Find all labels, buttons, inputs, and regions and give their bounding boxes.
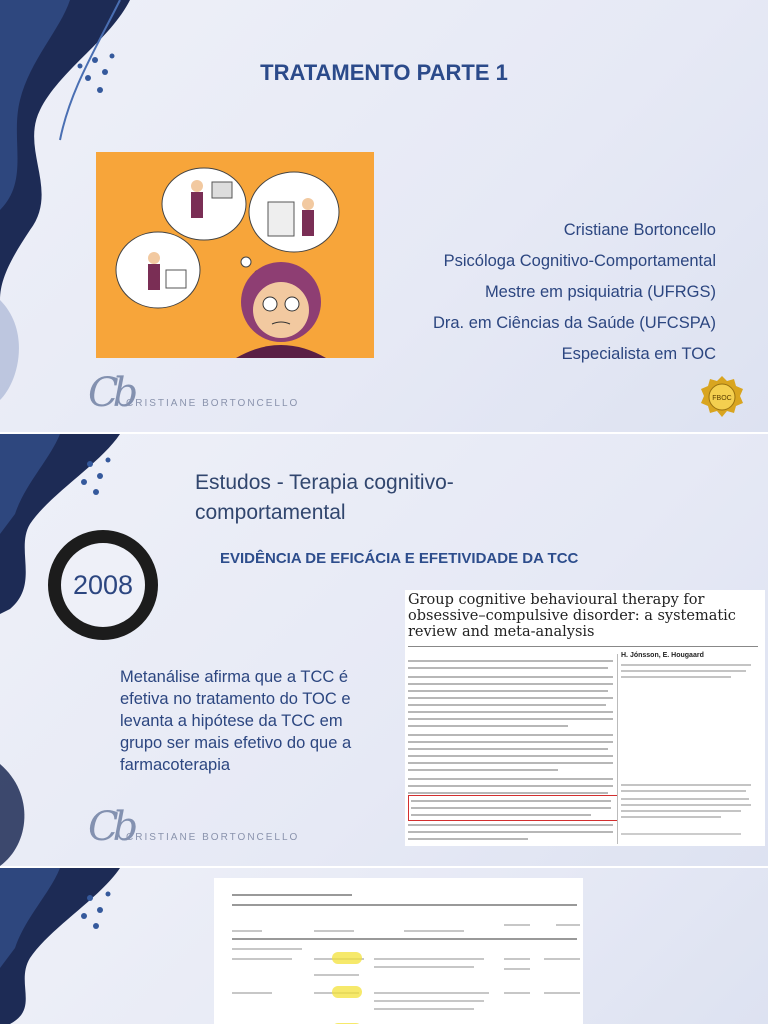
logo-name: CRISTIANE BORTONCELLO — [126, 832, 300, 843]
decorative-pattern — [0, 434, 150, 866]
author-name: Cristiane Bortoncello — [563, 221, 716, 239]
year-badge — [48, 530, 158, 640]
author-credentials — [433, 215, 716, 370]
fboc-seal-icon — [700, 375, 744, 419]
paper-title: Group cognitive behavioural therapy for obsessive–compulsive disorder: a systematic review and meta-analysis — [408, 592, 736, 640]
slide-title: TRATAMENTO PARTE 1 — [260, 60, 508, 85]
paper-authors: H. Jónsson, E. Hougaard — [621, 652, 704, 659]
credential-line: Psicóloga Cognitivo-Comportamental — [443, 252, 716, 270]
highlighted-result — [408, 795, 618, 821]
brand-logo — [88, 370, 300, 420]
decorative-pattern — [0, 868, 150, 1024]
slide-body-text: Metanálise afirma que a TCC é efetiva no tratamento do TOC e levanta a hipótese da TCC em grupo ser mais efetivo do que a farmacoterapia — [120, 668, 352, 774]
paper-excerpt-image — [405, 590, 765, 846]
credential-line: Mestre em psiquiatria (UFRGS) — [484, 283, 716, 301]
logo-name: CRISTIANE BORTONCELLO — [126, 398, 300, 409]
year-label: 2008 — [72, 569, 134, 600]
seal-text: FBOC — [712, 395, 732, 402]
logo-monogram: Cb — [88, 804, 133, 850]
logo-monogram: Cb — [88, 370, 133, 416]
slide-2 — [0, 434, 768, 866]
ocd-cartoon-illustration — [96, 152, 374, 358]
slide-1 — [0, 0, 768, 432]
slide-title: Estudos - Terapia cognitivo-comportamental — [195, 471, 454, 524]
brand-logo — [88, 804, 300, 854]
credential-line: Dra. em Ciências da Saúde (UFCSPA) — [432, 314, 716, 332]
credential-line: Especialista em TOC — [561, 345, 716, 363]
studies-table-image — [214, 878, 583, 1024]
slide-3 — [0, 868, 768, 1024]
slide-subtitle: EVIDÊNCIA DE EFICÁCIA E EFETIVIDADE DA TCC — [220, 550, 579, 567]
